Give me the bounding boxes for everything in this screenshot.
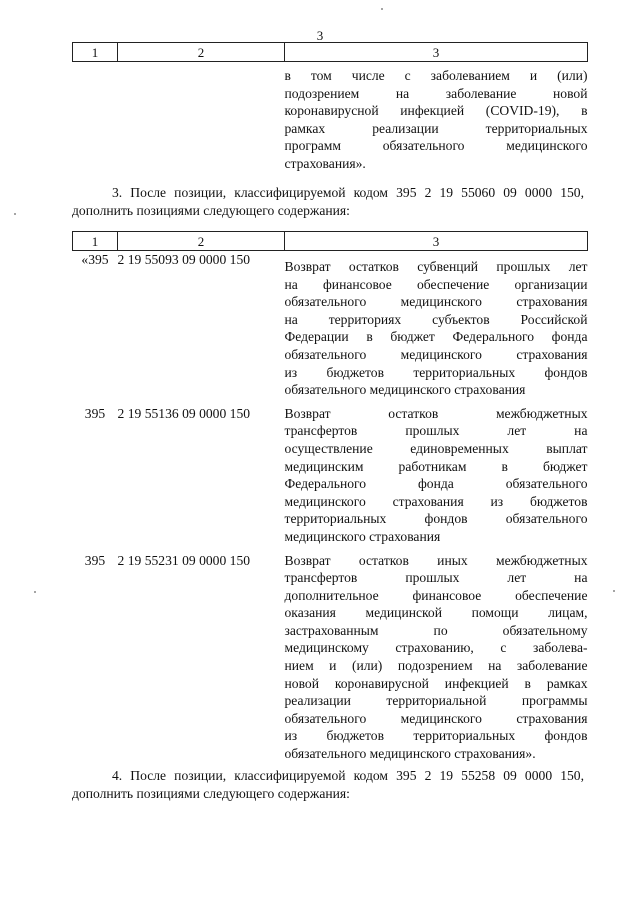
text-line: обязательного медицинского страхования <box>284 382 526 398</box>
text-line: медицинским работникам в бюджет <box>284 458 588 474</box>
continuation-table <box>72 42 588 173</box>
column-header-3: 3 <box>285 43 588 62</box>
column-header-2: 2 <box>118 232 285 251</box>
text-line: застрахованным по обязательному <box>284 622 588 638</box>
table-row <box>73 399 588 546</box>
paragraph-4 <box>72 767 584 804</box>
text-line: из бюджетов территориальных фондов <box>284 364 588 380</box>
scan-speck <box>613 590 615 592</box>
text-line: из бюджетов территориальных фондов <box>284 728 588 744</box>
table-row <box>73 251 588 399</box>
paragraph-line: 3. После позиции, классифицируемой кодом 395 2 19 55060 09 0000 150, <box>112 185 584 200</box>
classification-code: 2 19 55136 09 0000 150 <box>117 405 251 421</box>
admin-code: 395 <box>84 552 106 568</box>
scan-speck <box>381 8 383 10</box>
column-header-3: 3 <box>285 232 588 251</box>
table-header-row <box>73 232 588 251</box>
text-line: обязательного медицинского страхования». <box>284 746 536 762</box>
text-line: медицинскому страхованию, с заболева- <box>284 640 588 656</box>
text-line: реализации территориальной программы <box>284 693 588 709</box>
text-line: трансфертов прошлых лет на <box>284 570 588 586</box>
classification-code: 2 19 55231 09 0000 150 <box>117 552 251 568</box>
text-line: Возврат остатков межбюджетных <box>284 405 588 421</box>
classification-code: 2 19 55093 09 0000 150 <box>117 252 251 267</box>
position-description <box>285 546 588 763</box>
continuation-row <box>73 62 588 173</box>
text-line: обязательного медицинского страхования <box>284 346 588 362</box>
text-line: новой коронавирусной инфекцией в рамках <box>284 675 588 691</box>
paragraph-line: дополнить позициями следующего содержания: <box>72 203 350 219</box>
text-line: страхования». <box>284 155 366 171</box>
text-line: трансфертов прошлых лет на <box>284 423 588 439</box>
page-number: 3 <box>316 28 324 43</box>
table-header-row <box>73 43 588 62</box>
column-header-1: 1 <box>73 232 118 251</box>
text-line: Возврат остатков иных межбюджетных <box>284 552 588 568</box>
positions-table <box>72 231 588 763</box>
text-line: рамках реализации территориальных <box>284 120 588 136</box>
text-line: нием и (или) подозрением на заболевание <box>284 658 588 674</box>
column-header-1: 1 <box>73 43 118 62</box>
text-line: Федерального фонда обязательного <box>284 476 588 492</box>
paragraph-line: дополнить позициями следующего содержания: <box>72 786 350 802</box>
text-line: на финансовое обеспечение организации <box>284 276 588 292</box>
text-line: на территориях субъектов Российской <box>284 311 588 327</box>
position-description <box>285 251 588 399</box>
text-line: Возврат остатков субвенций прошлых лет <box>284 259 588 274</box>
text-line: медицинского страхования из бюджетов <box>284 493 588 509</box>
text-line: территориальных фондов обязательного <box>284 511 588 527</box>
table-row <box>73 546 588 763</box>
admin-code: 395 <box>84 405 106 421</box>
admin-code: «395 <box>81 252 109 267</box>
text-line: коронавирусной инфекцией (COVID-19), в <box>284 103 588 119</box>
paragraph-line: 4. После позиции, классифицируемой кодом 395 2 19 55258 09 0000 150, <box>112 768 584 783</box>
text-line: оказания медицинской помощи лицам, <box>284 605 588 621</box>
text-line: программ обязательного медицинского <box>284 138 588 154</box>
column-header-2: 2 <box>118 43 285 62</box>
paragraph-3 <box>72 184 584 221</box>
text-line: подозрением на заболевание новой <box>284 85 588 101</box>
scan-speck <box>14 213 16 215</box>
text-line: медицинского страхования <box>284 528 441 544</box>
text-line: в том числе с заболеванием и (или) <box>284 68 588 83</box>
text-line: Федерации в бюджет Федерального фонда <box>284 329 588 345</box>
text-line: обязательного медицинского страхования <box>284 710 588 726</box>
text-line: дополнительное финансовое обеспечение <box>284 587 588 603</box>
text-line: обязательного медицинского страхования <box>284 294 588 310</box>
continuation-description <box>285 62 588 173</box>
scan-speck <box>34 591 36 593</box>
position-description <box>285 399 588 546</box>
text-line: осуществление единовременных выплат <box>284 440 588 456</box>
